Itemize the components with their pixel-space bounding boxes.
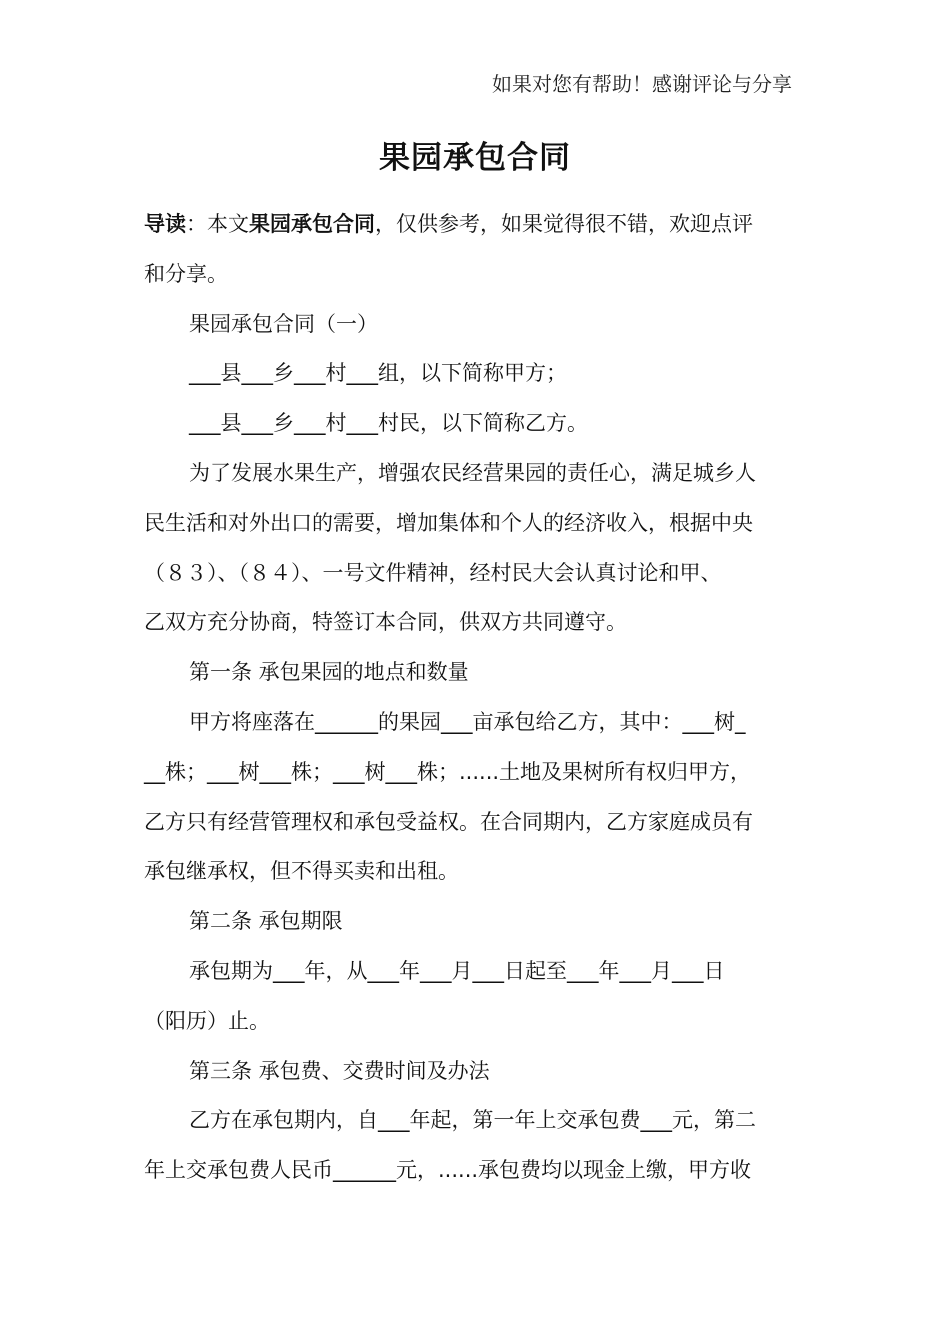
intro-rest: ，仅供参考，如果觉得很不错，欢迎点评 [375,212,753,236]
party-b-line: ___县___乡___村___村民，以下简称乙方。 [189,411,588,436]
intro-bold-title: 果园承包合同 [249,212,375,236]
article-1-line: 甲方将座落在______的果园___亩承包给乙方，其中：___树_ [189,709,746,734]
intro-line-2: 和分享。 [144,261,228,286]
header-note: 如果对您有帮助！感谢评论与分享 [492,72,792,96]
article-1-heading: 第一条 承包果园的地点和数量 [189,660,469,685]
intro-label: 导读 [144,212,186,236]
article-2-line: 承包期为___年，从___年___月___日起至___年___月___日 [189,958,725,983]
preamble-line: （８３）、（８４）、一号文件精神，经村民大会认真讨论和甲、 [144,560,722,585]
party-a-line: ___县___乡___村___组，以下简称甲方； [189,361,567,386]
intro-colon: ：本文 [186,212,249,236]
contract-subtitle: 果园承包合同（一） [189,311,378,336]
document-title: 果园承包合同 [379,140,571,176]
article-3-line: 年上交承包费人民币______元，......承包费均以现金上缴，甲方收 [144,1158,752,1183]
preamble-line: 民生活和对外出口的需要，增加集体和个人的经济收入，根据中央 [144,510,753,535]
document-body [144,200,810,1196]
article-3-line: 乙方在承包期内，自___年起，第一年上交承包费___元，第二 [189,1108,756,1133]
article-1-line: __株；___树___株；___树___株；......土地及果树所有权归甲方， [144,759,752,784]
article-1-line: 乙方只有经营管理权和承包受益权。在合同期内，乙方家庭成员有 [144,809,753,834]
preamble-line: 乙双方充分协商，特签订本合同，供双方共同遵守。 [144,610,627,635]
article-1-line: 承包继承权，但不得买卖和出租。 [144,859,459,884]
article-2-line: （阳历）止。 [144,1008,270,1033]
intro-paragraph [144,200,810,250]
article-2-heading: 第二条 承包期限 [189,909,343,934]
article-3-heading: 第三条 承包费、交费时间及办法 [189,1058,490,1083]
preamble-line: 为了发展水果生产，增强农民经营果园的责任心，满足城乡人 [189,460,756,485]
